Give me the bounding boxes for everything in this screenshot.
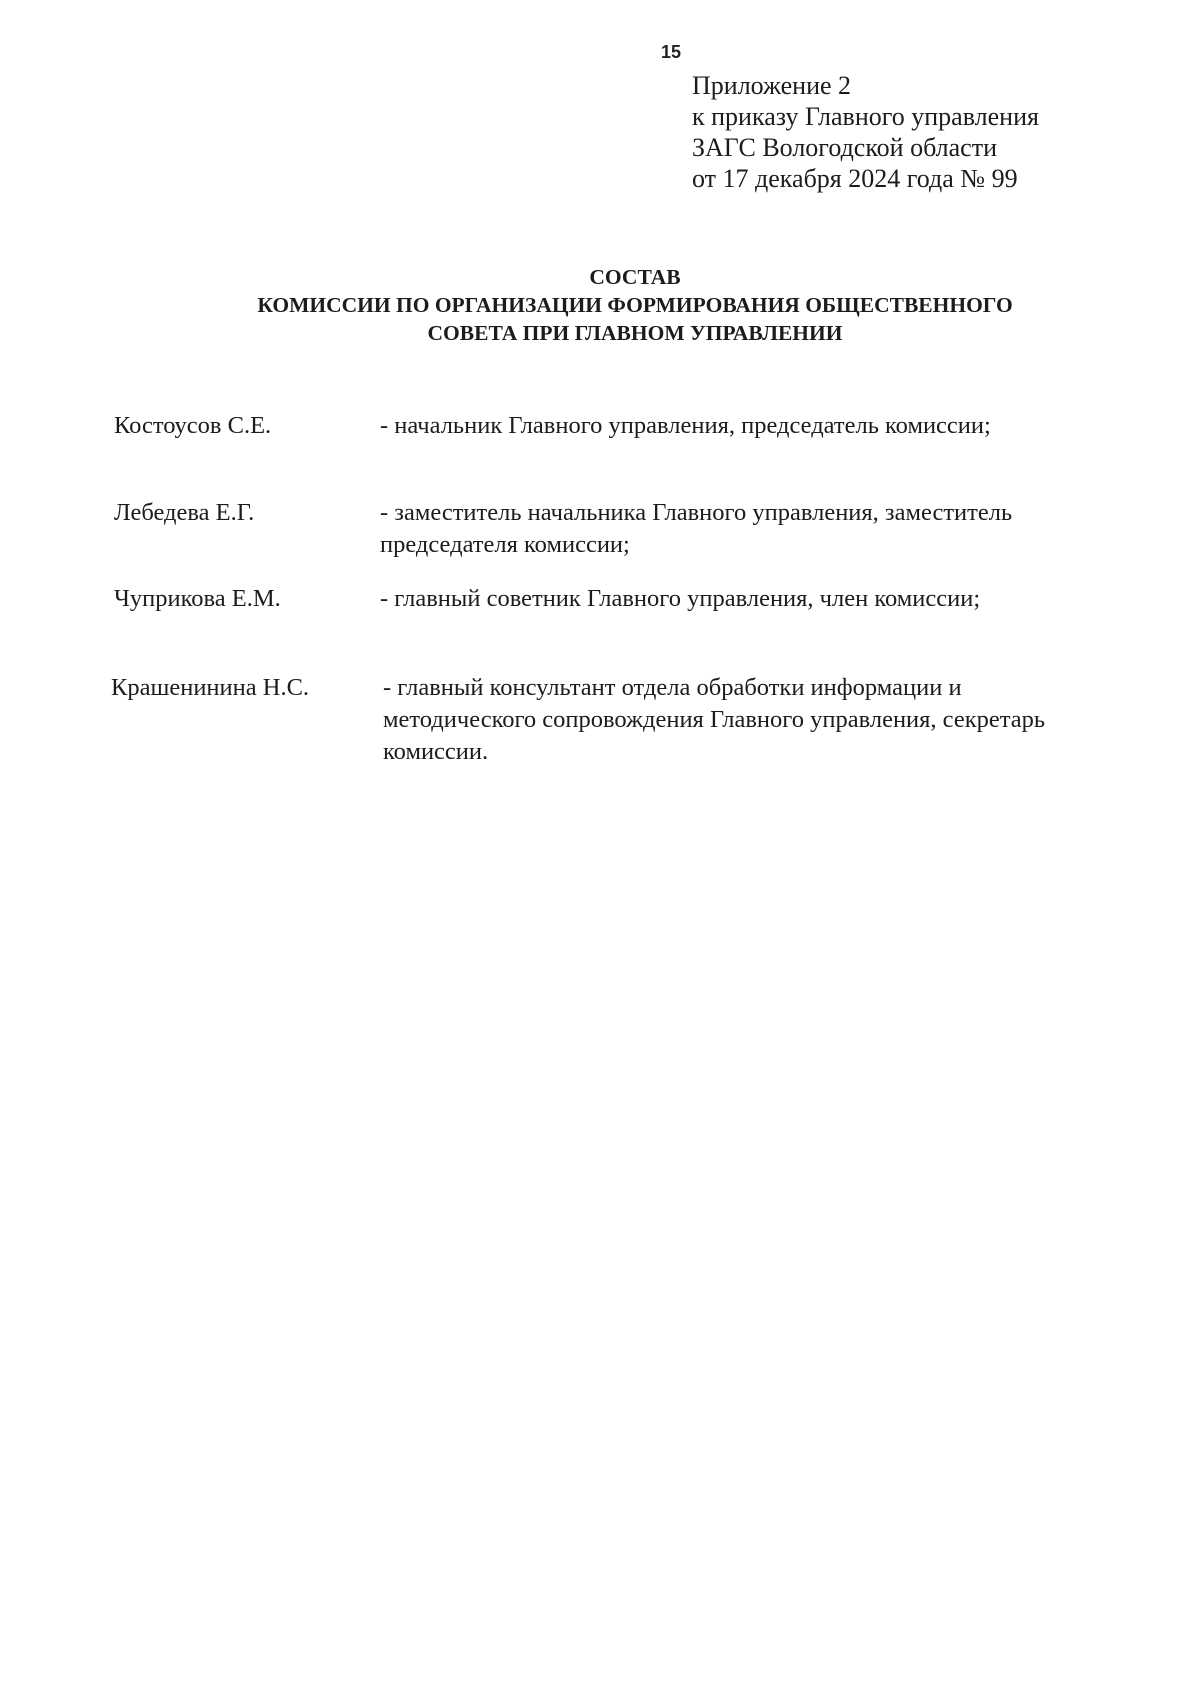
member-name: Чуприкова Е.М.: [114, 585, 281, 612]
member-role: - главный советник Главного управления, член комиссии;: [380, 585, 981, 612]
member-role: - заместитель начальника Главного управления, заместитель председателя комиссии;: [380, 499, 1013, 558]
member-name: Лебедева Е.Г.: [114, 499, 255, 526]
appendix-line: Приложение 2: [692, 71, 852, 100]
appendix-line: к приказу Главного управления: [692, 102, 1039, 131]
page-number: 15: [661, 42, 682, 62]
appendix-line: от 17 декабря 2024 года № 99: [692, 164, 1018, 193]
member-row: [114, 583, 1070, 615]
member-row: [114, 410, 1070, 442]
member-name: Костоусов С.Е.: [114, 412, 272, 439]
member-row: [111, 672, 1073, 768]
appendix-line: ЗАГС Вологодской области: [692, 133, 997, 162]
member-role: - начальник Главного управления, председатель комиссии;: [380, 412, 991, 439]
title-line: КОМИССИИ ПО ОРГАНИЗАЦИИ ФОРМИРОВАНИЯ ОБЩЕСТВЕННОГО: [257, 293, 1013, 317]
title-line: СОСТАВ: [589, 265, 681, 289]
appendix-header: [692, 70, 1039, 194]
member-row: [114, 497, 1070, 561]
document-title: [160, 263, 1110, 347]
title-line: СОВЕТА ПРИ ГЛАВНОМ УПРАВЛЕНИИ: [427, 321, 843, 345]
member-name: Крашенинина Н.С.: [111, 674, 310, 701]
member-role: - главный консультант отдела обработки информации и методического сопровождения Главного управления, секретарь комиссии.: [383, 674, 1046, 765]
